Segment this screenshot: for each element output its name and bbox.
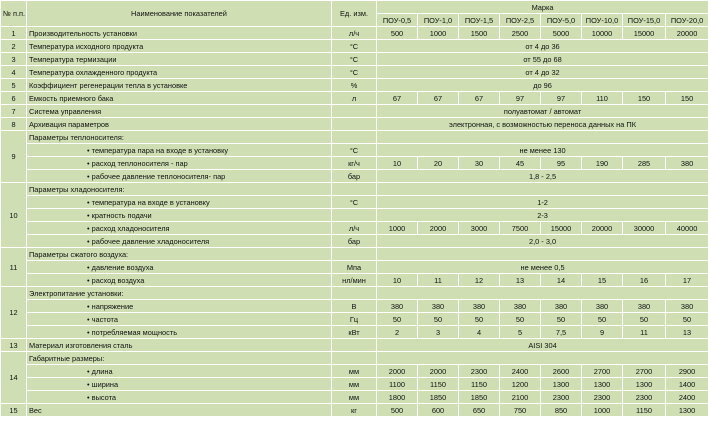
row-name: • напряжение <box>27 300 332 313</box>
value-cell: 7,5 <box>541 326 582 339</box>
value-cell: 15000 <box>541 222 582 235</box>
table-row <box>1 209 708 222</box>
table-row <box>1 313 708 326</box>
value-cell: 110 <box>582 92 623 105</box>
value-cell: 97 <box>500 92 541 105</box>
row-number: 5 <box>1 79 27 92</box>
row-name: • длина <box>27 365 332 378</box>
empty-cell <box>377 248 708 261</box>
row-unit: бар <box>332 235 377 248</box>
section-title: Параметры теплоносителя: <box>27 131 332 144</box>
section-row <box>1 248 708 261</box>
row-name: • рабочее давление теплоносителя- пар <box>27 170 332 183</box>
section-title: Параметры хладоносителя: <box>27 183 332 196</box>
span-value: AISI 304 <box>377 339 708 352</box>
value-cell: 1300 <box>623 378 666 391</box>
value-cell: 11 <box>623 326 666 339</box>
row-number: 2 <box>1 40 27 53</box>
model-header: ПОУ-5,0 <box>541 14 582 27</box>
span-value: от 4 до 36 <box>377 40 708 53</box>
value-cell: 10 <box>377 274 418 287</box>
value-cell: 1850 <box>418 391 459 404</box>
table-row <box>1 404 708 417</box>
row-unit: °С <box>332 196 377 209</box>
span-value: 2-3 <box>377 209 708 222</box>
value-cell: 13 <box>666 326 708 339</box>
value-cell: 1500 <box>459 27 500 40</box>
section-title: Электропитание установки: <box>27 287 332 300</box>
table-row <box>1 53 708 66</box>
section-title: Габаритные размеры: <box>27 352 332 365</box>
value-cell: 1850 <box>459 391 500 404</box>
row-name: • давление воздуха <box>27 261 332 274</box>
empty-cell <box>377 287 708 300</box>
table-row <box>1 326 708 339</box>
value-cell: 2300 <box>623 391 666 404</box>
row-name: Температура термизации <box>27 53 332 66</box>
value-cell: 1300 <box>582 378 623 391</box>
row-number: 8 <box>1 118 27 131</box>
table-row <box>1 339 708 352</box>
row-unit: бар <box>332 170 377 183</box>
row-name: • высота <box>27 391 332 404</box>
row-unit <box>332 131 377 144</box>
section-row <box>1 131 708 144</box>
value-cell: 2300 <box>459 365 500 378</box>
table-row <box>1 261 708 274</box>
row-unit: °С <box>332 144 377 157</box>
row-number: 15 <box>1 404 27 417</box>
value-cell: 67 <box>459 92 500 105</box>
value-cell: 2000 <box>418 365 459 378</box>
row-unit <box>332 352 377 365</box>
table-row <box>1 157 708 170</box>
span-value: 2,0 - 3,0 <box>377 235 708 248</box>
row-unit: Мпа <box>332 261 377 274</box>
model-header: ПОУ-1,5 <box>459 14 500 27</box>
value-cell: 1300 <box>666 404 708 417</box>
value-cell: 30000 <box>623 222 666 235</box>
value-cell: 11 <box>418 274 459 287</box>
value-cell: 50 <box>582 313 623 326</box>
value-cell: 95 <box>541 157 582 170</box>
value-cell: 1400 <box>666 378 708 391</box>
row-unit: мм <box>332 378 377 391</box>
value-cell: 50 <box>666 313 708 326</box>
value-cell: 50 <box>418 313 459 326</box>
value-cell: 2000 <box>418 222 459 235</box>
row-unit <box>332 118 377 131</box>
table-row <box>1 79 708 92</box>
value-cell: 2900 <box>666 365 708 378</box>
row-unit <box>332 287 377 300</box>
section-row <box>1 183 708 196</box>
value-cell: 2300 <box>541 391 582 404</box>
section-title: Параметры сжатого воздуха: <box>27 248 332 261</box>
row-name: • ширина <box>27 378 332 391</box>
value-cell: 380 <box>459 300 500 313</box>
table-row <box>1 300 708 313</box>
row-unit: нл/мин <box>332 274 377 287</box>
value-cell: 500 <box>377 404 418 417</box>
value-cell: 190 <box>582 157 623 170</box>
row-unit: л <box>332 92 377 105</box>
row-name: • температура пара на входе в установку <box>27 144 332 157</box>
value-cell: 3000 <box>459 222 500 235</box>
value-cell: 1000 <box>377 222 418 235</box>
value-cell: 5000 <box>541 27 582 40</box>
row-name: Система управления <box>27 105 332 118</box>
row-name: Температура исходного продукта <box>27 40 332 53</box>
value-cell: 17 <box>666 274 708 287</box>
value-cell: 4 <box>459 326 500 339</box>
row-number: 6 <box>1 92 27 105</box>
value-cell: 500 <box>377 27 418 40</box>
section-row <box>1 287 708 300</box>
value-cell: 20000 <box>666 27 708 40</box>
model-header: ПОУ-20,0 <box>666 14 708 27</box>
value-cell: 2400 <box>666 391 708 404</box>
value-cell: 1000 <box>582 404 623 417</box>
row-name: • расход воздуха <box>27 274 332 287</box>
row-number: 3 <box>1 53 27 66</box>
row-unit: кВт <box>332 326 377 339</box>
header-unit: Ед. изм. <box>332 1 377 27</box>
row-name: • расход теплоносителя - пар <box>27 157 332 170</box>
row-name: Архивация параметров <box>27 118 332 131</box>
row-number: 12 <box>1 287 27 339</box>
value-cell: 600 <box>418 404 459 417</box>
value-cell: 14 <box>541 274 582 287</box>
row-name: • температура на входе в установку <box>27 196 332 209</box>
row-name: Производительность установки <box>27 27 332 40</box>
value-cell: 16 <box>623 274 666 287</box>
value-cell: 1150 <box>623 404 666 417</box>
table-row <box>1 274 708 287</box>
row-unit <box>332 209 377 222</box>
value-cell: 5 <box>500 326 541 339</box>
row-unit: % <box>332 79 377 92</box>
value-cell: 380 <box>541 300 582 313</box>
row-name: Емкость приемного бака <box>27 92 332 105</box>
value-cell: 2100 <box>500 391 541 404</box>
value-cell: 13 <box>500 274 541 287</box>
row-name: • потребляемая мощность <box>27 326 332 339</box>
row-name: • рабочее давление хладоносителя <box>27 235 332 248</box>
value-cell: 20 <box>418 157 459 170</box>
value-cell: 2 <box>377 326 418 339</box>
section-row <box>1 352 708 365</box>
row-name: Материал изготовления сталь <box>27 339 332 352</box>
value-cell: 380 <box>582 300 623 313</box>
value-cell: 2400 <box>500 365 541 378</box>
table-row <box>1 92 708 105</box>
value-cell: 850 <box>541 404 582 417</box>
row-unit <box>332 339 377 352</box>
header-row <box>1 1 708 14</box>
row-unit: °С <box>332 53 377 66</box>
value-cell: 1800 <box>377 391 418 404</box>
value-cell: 380 <box>666 157 708 170</box>
row-name: • кратность подачи <box>27 209 332 222</box>
row-unit: кг <box>332 404 377 417</box>
span-value: электронная, с возможностью переноса данных на ПК <box>377 118 708 131</box>
value-cell: 15 <box>582 274 623 287</box>
row-unit <box>332 105 377 118</box>
model-header: ПОУ-2,5 <box>500 14 541 27</box>
header-num: № п.п. <box>1 1 27 27</box>
row-name: Коэффициент регенерации тепла в установке <box>27 79 332 92</box>
value-cell: 50 <box>623 313 666 326</box>
value-cell: 1100 <box>377 378 418 391</box>
table-row <box>1 235 708 248</box>
value-cell: 50 <box>377 313 418 326</box>
value-cell: 30 <box>459 157 500 170</box>
table-row <box>1 40 708 53</box>
table-row <box>1 222 708 235</box>
span-value: 1,8 - 2,5 <box>377 170 708 183</box>
row-unit: л/ч <box>332 222 377 235</box>
row-name: • частота <box>27 313 332 326</box>
value-cell: 2000 <box>377 365 418 378</box>
row-number: 1 <box>1 27 27 40</box>
header-marka: Марка <box>377 1 708 14</box>
row-number: 4 <box>1 66 27 79</box>
value-cell: 20000 <box>582 222 623 235</box>
value-cell: 3 <box>418 326 459 339</box>
value-cell: 2300 <box>582 391 623 404</box>
value-cell: 50 <box>459 313 500 326</box>
value-cell: 67 <box>418 92 459 105</box>
value-cell: 1300 <box>541 378 582 391</box>
empty-cell <box>377 352 708 365</box>
value-cell: 380 <box>500 300 541 313</box>
span-value: не менее 130 <box>377 144 708 157</box>
value-cell: 2600 <box>541 365 582 378</box>
value-cell: 1150 <box>418 378 459 391</box>
value-cell: 1150 <box>459 378 500 391</box>
row-number: 9 <box>1 131 27 183</box>
value-cell: 380 <box>377 300 418 313</box>
header-name: Наименование показателей <box>27 1 332 27</box>
span-value: не менее 0,5 <box>377 261 708 274</box>
value-cell: 97 <box>541 92 582 105</box>
row-number: 14 <box>1 352 27 404</box>
table-row <box>1 196 708 209</box>
value-cell: 7500 <box>500 222 541 235</box>
row-unit: мм <box>332 391 377 404</box>
row-unit <box>332 183 377 196</box>
value-cell: 1000 <box>418 27 459 40</box>
row-unit: л/ч <box>332 27 377 40</box>
value-cell: 380 <box>418 300 459 313</box>
value-cell: 2700 <box>582 365 623 378</box>
value-cell: 2500 <box>500 27 541 40</box>
value-cell: 12 <box>459 274 500 287</box>
row-unit: °С <box>332 40 377 53</box>
value-cell: 40000 <box>666 222 708 235</box>
row-unit: В <box>332 300 377 313</box>
table-row <box>1 66 708 79</box>
span-value: полуавтомат / автомат <box>377 105 708 118</box>
value-cell: 1200 <box>500 378 541 391</box>
row-unit: кг/ч <box>332 157 377 170</box>
row-unit <box>332 248 377 261</box>
row-unit: Гц <box>332 313 377 326</box>
empty-cell <box>377 131 708 144</box>
value-cell: 150 <box>666 92 708 105</box>
row-number: 10 <box>1 183 27 248</box>
row-number: 7 <box>1 105 27 118</box>
model-header: ПОУ-15,0 <box>623 14 666 27</box>
row-name: Температура охлажденного продукта <box>27 66 332 79</box>
row-number: 13 <box>1 339 27 352</box>
row-name: • расход хладоносителя <box>27 222 332 235</box>
row-number: 11 <box>1 248 27 287</box>
row-unit: °С <box>332 66 377 79</box>
value-cell: 380 <box>666 300 708 313</box>
value-cell: 650 <box>459 404 500 417</box>
span-value: от 4 до 32 <box>377 66 708 79</box>
table-row <box>1 105 708 118</box>
value-cell: 50 <box>541 313 582 326</box>
span-value: до 96 <box>377 79 708 92</box>
empty-cell <box>377 183 708 196</box>
model-header: ПОУ-1,0 <box>418 14 459 27</box>
table-row <box>1 170 708 183</box>
span-value: от 55 до 68 <box>377 53 708 66</box>
value-cell: 50 <box>500 313 541 326</box>
row-unit: мм <box>332 365 377 378</box>
value-cell: 10000 <box>582 27 623 40</box>
value-cell: 10 <box>377 157 418 170</box>
table-row <box>1 378 708 391</box>
value-cell: 9 <box>582 326 623 339</box>
table-row <box>1 118 708 131</box>
value-cell: 45 <box>500 157 541 170</box>
table-row <box>1 365 708 378</box>
model-header: ПОУ-0,5 <box>377 14 418 27</box>
value-cell: 150 <box>623 92 666 105</box>
value-cell: 15000 <box>623 27 666 40</box>
span-value: 1-2 <box>377 196 708 209</box>
value-cell: 2700 <box>623 365 666 378</box>
table-row <box>1 144 708 157</box>
table-row <box>1 391 708 404</box>
row-name: Вес <box>27 404 332 417</box>
table-row <box>1 27 708 40</box>
value-cell: 750 <box>500 404 541 417</box>
value-cell: 285 <box>623 157 666 170</box>
model-header: ПОУ-10,0 <box>582 14 623 27</box>
value-cell: 67 <box>377 92 418 105</box>
value-cell: 380 <box>623 300 666 313</box>
